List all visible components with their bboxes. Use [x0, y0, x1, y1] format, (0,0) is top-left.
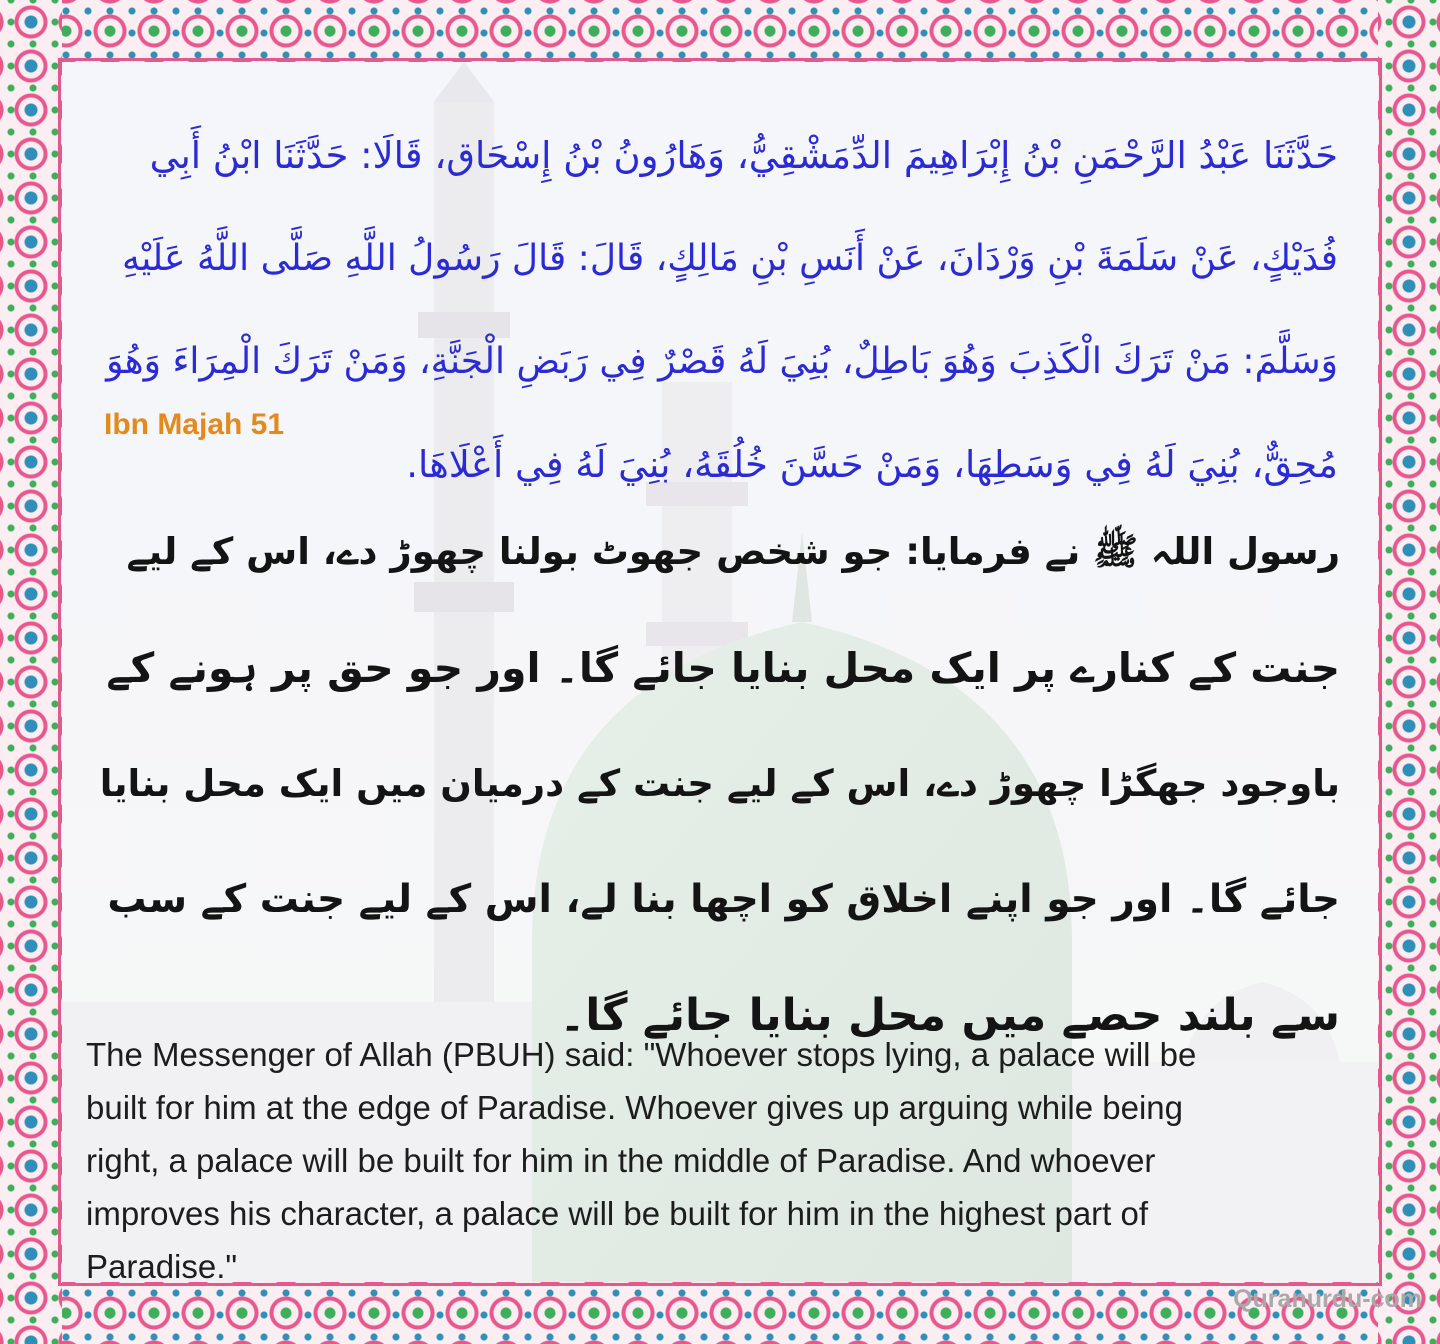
urdu-line: باوجود جھگڑا چھوڑ دے، اس کے لیے جنت کے درمیان میں ایک محل بنایا [99, 762, 1340, 805]
floral-border-right [1378, 0, 1440, 1344]
hadith-reference: Ibn Majah 51 [104, 408, 285, 441]
floral-border-top [0, 0, 1440, 62]
urdu-translation [100, 494, 1340, 1074]
arabic-line: حَدَّثَنَا عَبْدُ الرَّحْمَنِ بْنُ إِبْرَاهِيمَ الدِّمَشْقِيُّ، وَهَارُونُ بْنُ إِسْحَاق، قَالَا: حَدَّثَنَا ابْنُ أَبِي [149, 134, 1338, 177]
floral-border-left [0, 0, 62, 1344]
arabic-line: مُحِقٌّ، بُنِيَ لَهُ فِي وَسَطِهَا، وَمَنْ حَسَّنَ خُلُقَهُ، بُنِيَ لَهُ فِي أَعْلَاهَا. [406, 443, 1338, 486]
urdu-line: سے بلند حصے میں محل بنایا جائے گا۔ [559, 990, 1340, 1041]
arabic-line: فُدَيْكٍ، عَنْ سَلَمَةَ بْنِ وَرْدَانَ، عَنْ أَنَسِ بْنِ مَالِكٍ، قَالَ: قَالَ رَسُولُ اللَّهِ صَلَّى اللَّهُ عَلَيْهِ [121, 238, 1338, 279]
hadith-content [62, 62, 1378, 1285]
english-translation [86, 1028, 1358, 1293]
english-line: improves his character, a palace will be built for him in the highest part of [86, 1195, 1149, 1232]
english-line: The Messenger of Allah (PBUH) said: "Whoever stops lying, a palace will be [86, 1036, 1197, 1073]
urdu-line: جنت کے کنارے پر ایک محل بنایا جائے گا۔ اور جو حق پر ہونے کے [106, 644, 1340, 692]
english-line: right, a palace will be built for him in the middle of Paradise. And whoever [86, 1142, 1156, 1179]
arabic-hadith-text [102, 104, 1338, 516]
arabic-line: وَسَلَّمَ: مَنْ تَرَكَ الْكَذِبَ وَهُوَ بَاطِلٌ، بُنِيَ لَهُ قَصْرٌ فِي رَبَضِ الْجَنَّةِ، وَمَنْ تَرَكَ الْمِرَاءَ وَهُوَ [106, 341, 1338, 382]
urdu-line: رسول اللہ ﷺ نے فرمایا: جو شخص جھوٹ بولنا چھوڑ دے، اس کے لیے [126, 530, 1340, 573]
english-line: Paradise." [86, 1248, 238, 1285]
urdu-line: جائے گا۔ اور جو اپنے اخلاق کو اچھا بنا لے، اس کے لیے جنت کے سب [107, 877, 1340, 922]
english-line: built for him at the edge of Paradise. Whoever gives up arguing while being [86, 1089, 1183, 1126]
site-watermark: Quranurdu-com [1233, 1285, 1422, 1313]
